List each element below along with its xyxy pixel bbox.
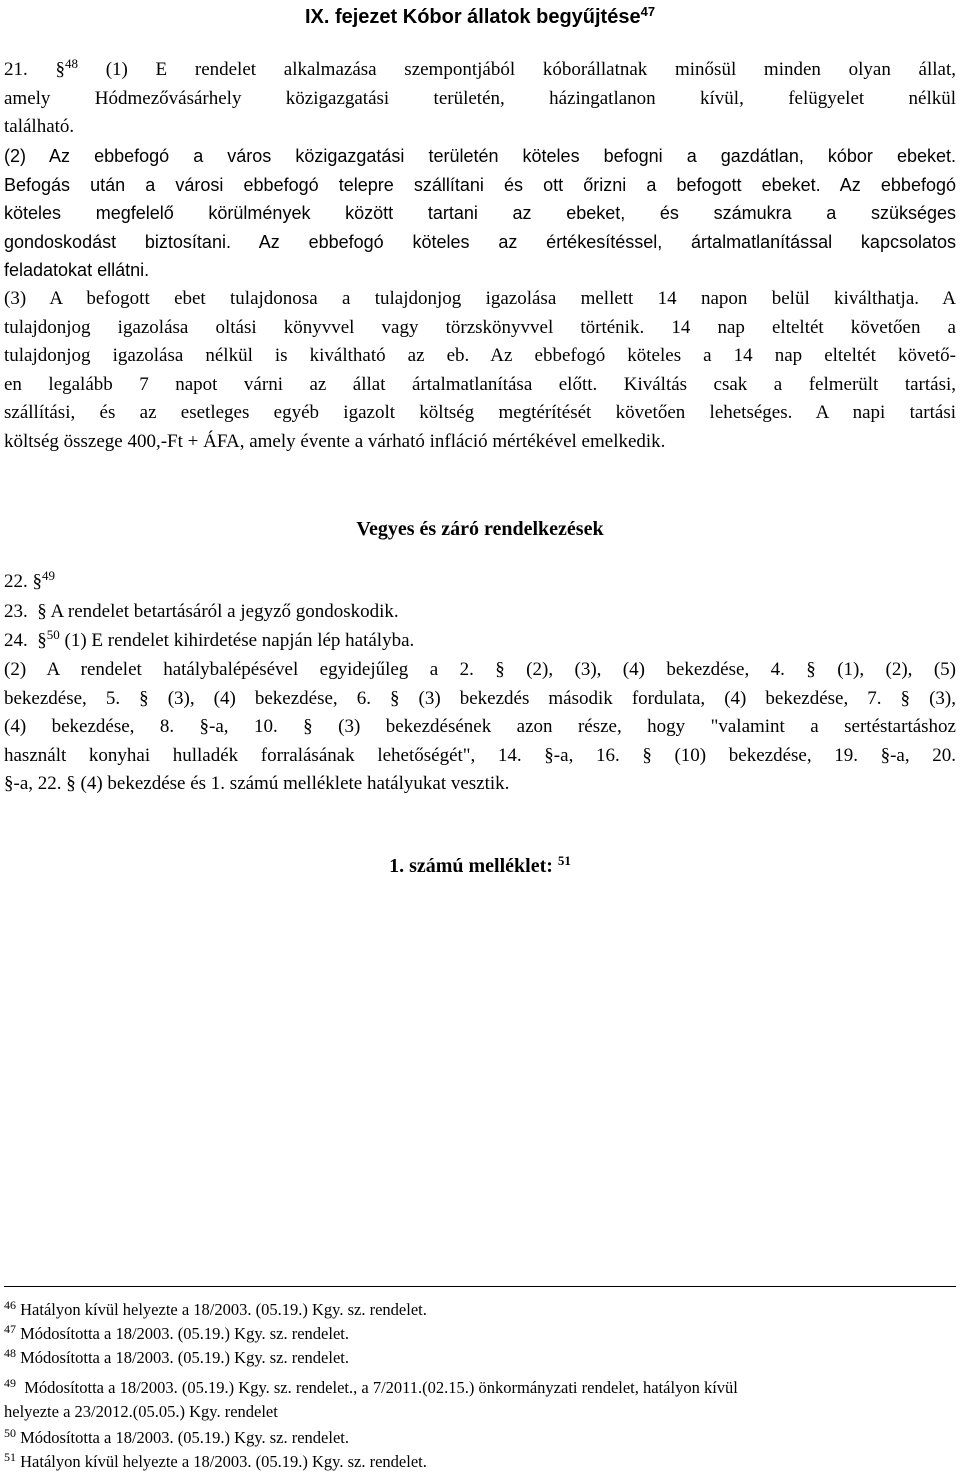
section-24-line-5: §-a, 22. § (4) bekezdése és 1. számú melléklete hatályukat vesztik.	[4, 773, 510, 795]
footnote-49	[4, 1376, 956, 1424]
footnote-50	[4, 1426, 956, 1450]
footnote-text: Hatályon kívül helyezte a 18/2003. (05.19.) Kgy. sz. rendelet.	[20, 1300, 427, 1319]
annex-title-text: 1. számú melléklet:	[389, 855, 553, 877]
section-21-text: (1) E rendelet alkalmazása szempontjából kóborállatnak minősül minden olyan állat,	[105, 59, 957, 80]
section-number: 24.	[4, 630, 28, 651]
paragraph-sign: §	[37, 601, 47, 622]
footnote-number: 48	[4, 1346, 16, 1360]
section-21-line-2: amely Hódmezővásárhely közigazgatási területén, házingatlanon kívül, felügyelet nélkül	[4, 87, 956, 109]
paragraph-sign: §	[32, 571, 42, 592]
section-24-line-1: (2) A rendelet hatálybalépésével egyidejűleg a 2. § (2), (3), (4) bekezdése, 4. § (1), (2), (5)	[4, 659, 956, 680]
footnote-47	[4, 1322, 956, 1346]
section-24-paragraph-2	[4, 656, 956, 799]
footnote-number: 50	[4, 1426, 16, 1440]
section-21-line-7: gondoskodást biztosítani. Az ebbefogó köteles az értékesítéssel, ártalmatlanítással kapcsolatos	[4, 231, 956, 252]
section-21-line-11: tulajdonjog igazolása nélkül is kiváltható az eb. Az ebbefogó köteles a 14 nap elteltét követő-	[4, 345, 956, 367]
section-21-line-10: tulajdonjog igazolása oltási könyvvel vagy törzskönyvvel történik. 14 nap elteltét követően a	[4, 316, 956, 338]
section-24-line-3: (4) bekezdése, 8. §-a, 10. § (3) bekezdésének azon része, hogy "valamint a sertéstartáshoz	[4, 716, 956, 738]
section-23	[4, 598, 956, 626]
footnote-text: Hatályon kívül helyezte a 18/2003. (05.19.) Kgy. sz. rendelet.	[20, 1452, 427, 1471]
annex-title	[0, 852, 960, 880]
footnote-ref-49[interactable]: 49	[42, 568, 55, 583]
chapter-title	[0, 4, 960, 30]
section-heading: Vegyes és záró rendelkezések	[356, 518, 604, 540]
section-24-text: (1) E rendelet kihirdetése napján lép hatályba.	[64, 630, 415, 651]
footnote-text: Módosította a 18/2003. (05.19.) Kgy. sz. rendelet.	[20, 1324, 349, 1343]
footnote-text: Módosította a 18/2003. (05.19.) Kgy. sz. rendelet.	[20, 1428, 349, 1447]
chapter-title-text: IX. fejezet Kóbor állatok begyűjtése	[304, 6, 641, 28]
footnote-48	[4, 1346, 956, 1370]
footnote-ref-47[interactable]: 47	[640, 4, 656, 19]
section-21	[4, 56, 956, 142]
section-21-line-5: Befogás után a városi ebbefogó telepre szállítani és ott őrizni a befogott ebeket. Az ebbefogó	[4, 174, 956, 195]
footnote-separator	[4, 1286, 956, 1287]
section-21-line-4: (2) Az ebbefogó a város közigazgatási területén köteles befogni a gazdátlan, kóbor ebeket.	[4, 146, 956, 166]
footnote-51	[4, 1450, 956, 1474]
section-21-paragraph-2	[4, 142, 956, 285]
footnote-ref-51[interactable]: 51	[557, 853, 571, 868]
footnote-number: 49	[4, 1376, 16, 1390]
section-24	[4, 627, 956, 655]
footnote-ref-50[interactable]: 50	[46, 627, 60, 642]
footnote-ref-48[interactable]: 48	[64, 56, 78, 71]
section-23-text: A rendelet betartásáról a jegyző gondoskodik.	[50, 601, 399, 622]
section-21-line-9: (3) A befogott ebet tulajdonosa a tulajdonjog igazolása mellett 14 napon belül kiválthatja. A	[4, 288, 956, 309]
section-number: 23.	[4, 601, 28, 622]
paragraph-sign: §	[37, 630, 47, 651]
section-21-paragraph-3	[4, 285, 956, 457]
section-number: 21.	[4, 59, 28, 80]
section-21-line-13: szállítási, és az esetleges egyéb igazolt költség megtérítését követően lehetséges. A napi tartási	[4, 402, 956, 424]
footnote-46	[4, 1298, 956, 1322]
section-22	[4, 568, 956, 596]
footnote-number: 51	[4, 1450, 16, 1464]
section-21-line-12: en legalább 7 napot várni az állat ártalmatlanítása előtt. Kiváltás csak a felmerült tartási,	[4, 373, 956, 395]
section-number: 22.	[4, 571, 28, 592]
footnote-number: 46	[4, 1298, 16, 1312]
section-21-line-1	[4, 56, 956, 85]
footnote-text-continuation: helyezte a 23/2012.(05.05.) Kgy. rendelet	[4, 1402, 278, 1421]
footnote-text: Módosította a 18/2003. (05.19.) Kgy. sz. rendelet., a 7/2011.(02.15.) önkormányzati rendelet, hatályon kívül	[24, 1378, 738, 1397]
section-21-line-8: feladatokat ellátni.	[4, 260, 150, 281]
footnote-text: Módosította a 18/2003. (05.19.) Kgy. sz. rendelet.	[20, 1348, 349, 1367]
section-21-line-3: található.	[4, 116, 75, 138]
section-24-line-2: bekezdése, 5. § (3), (4) bekezdése, 6. § (3) bekezdés második fordulata, (4) bekezdése, 7. § (3),	[4, 687, 956, 709]
section-21-line-6: köteles megfelelő körülmények között tartani az ebeket, és számukra a szükséges	[4, 203, 956, 224]
footnote-number: 47	[4, 1322, 16, 1336]
section-21-line-14: költség összege 400,-Ft + ÁFA, amely évente a várható infláció mértékével emelkedik.	[4, 430, 666, 452]
paragraph-sign: §	[55, 59, 65, 80]
section-24-line-4: használt konyhai hulladék forralásának lehetőségét", 14. §-a, 16. § (10) bekezdése, 19. §-a, 20.	[4, 744, 956, 766]
